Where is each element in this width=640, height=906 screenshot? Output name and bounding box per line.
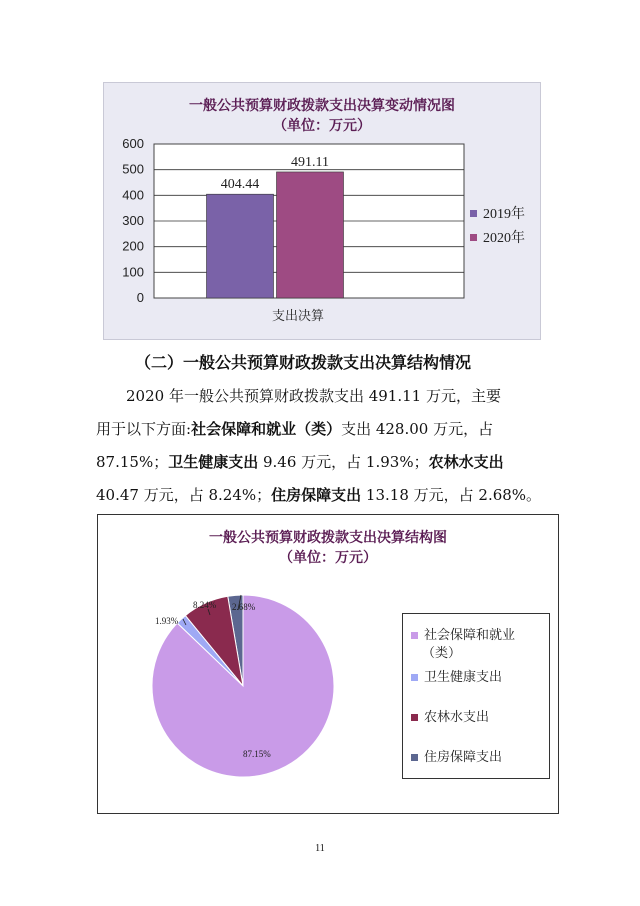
- bar-2020年: [277, 172, 344, 298]
- legend-swatch-housing: [411, 754, 418, 761]
- y-tick-label: 400: [122, 187, 144, 203]
- emph-housing: 住房保障支出: [271, 486, 362, 504]
- y-tick-label: 600: [122, 136, 144, 151]
- legend-item-housing: 住房保障支出: [411, 746, 502, 765]
- legend-swatch-agriculture: [411, 714, 418, 721]
- y-tick-label: 200: [122, 238, 144, 254]
- page-number: 11: [315, 843, 325, 854]
- chart1-title: 一般公共预算财政拨款支出决算变动情况图: [189, 98, 455, 114]
- legend-swatch-social: [411, 632, 418, 639]
- legend-swatch-health: [411, 674, 418, 681]
- paragraph-line-1: 2020 年一般公共预算财政拨款支出 491.11 万元，主要: [126, 387, 501, 405]
- pie-label-8-24: 8.24%: [193, 600, 217, 610]
- bar-data-label: 491.11: [291, 154, 329, 170]
- legend-swatch-2019: [470, 210, 477, 217]
- emph-agriculture: 农林水支出: [428, 453, 504, 471]
- pie-chart-svg: [98, 515, 398, 813]
- bar-2019年: [207, 194, 274, 298]
- legend-item-2019: 2019年: [470, 203, 525, 223]
- y-tick-label: 300: [122, 213, 144, 228]
- section-heading: （二）一般公共预算财政拨款支出决算结构情况: [135, 353, 472, 372]
- emph-social-security: 社会保障和就业（类）: [191, 420, 342, 438]
- chart1-legend: [470, 203, 525, 247]
- chart2-legend: [402, 613, 550, 779]
- legend-item-2020: 2020年: [470, 227, 525, 247]
- y-tick-label: 500: [122, 161, 144, 177]
- pie-label-87-15: 87.15%: [243, 749, 271, 759]
- legend-item-social-security-suffix: （类）: [422, 646, 462, 661]
- paragraph-line-4: 40.47 万元，占 8.24%；住房保障支出 13.18 万元，占 2.68%。: [96, 486, 542, 504]
- y-tick-label: 0: [136, 290, 144, 305]
- emph-health: 卫生健康支出: [168, 453, 259, 471]
- legend-item-social-security: 社会保障和就业: [411, 624, 515, 643]
- x-category-label: 支出决算: [272, 309, 325, 324]
- pie-label-1-93: 1.93%: [155, 616, 179, 626]
- legend-item-health: 卫生健康支出: [411, 666, 502, 685]
- paragraph-line-3: 87.15%；卫生健康支出 9.46 万元，占 1.93%；农林水支出: [96, 453, 504, 471]
- legend-swatch-2020: [470, 234, 477, 241]
- pie-label-2-68: 2.68%: [232, 602, 256, 612]
- paragraph-line-2: 用于以下方面:社会保障和就业（类）支出 428.00 万元，占: [96, 420, 494, 438]
- chart2-unit: （单位：万元）: [279, 550, 377, 566]
- y-tick-label: 100: [122, 264, 144, 280]
- budget-change-bar-chart: [103, 82, 541, 340]
- chart1-unit: （单位：万元）: [273, 118, 371, 134]
- budget-structure-pie-chart: [97, 514, 559, 814]
- legend-item-agriculture: 农林水支出: [411, 706, 489, 725]
- chart2-title: 一般公共预算财政拨款支出决算结构图: [209, 530, 447, 546]
- bar-data-label: 404.44: [220, 177, 260, 193]
